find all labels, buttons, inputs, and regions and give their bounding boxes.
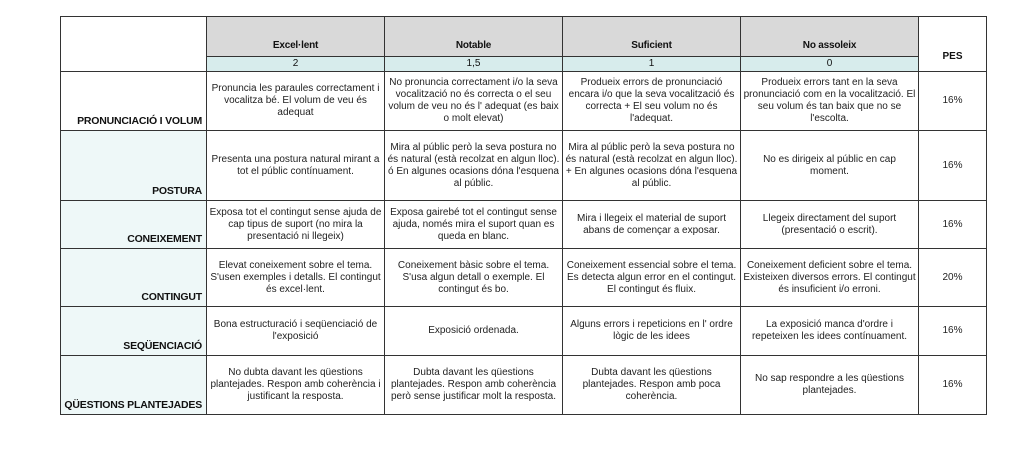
- descriptor-notable: Exposició ordenada.: [385, 307, 563, 356]
- weight: 16%: [919, 307, 987, 356]
- descriptor-suficient: Dubta davant les qüestions plantejades. Respon amb poca coherència.: [563, 356, 741, 415]
- col-header-noassoleix: No assoleix: [741, 17, 919, 57]
- criterion-label: CONTINGUT: [61, 249, 207, 307]
- score-noassoleix: 0: [741, 57, 919, 72]
- table-row: [61, 201, 987, 249]
- descriptor-excel: Presenta una postura natural mirant a tot el públic contínuament.: [207, 131, 385, 201]
- descriptor-notable: No pronuncia correctament i/o la seva vocalització no és correcta o el seu volum de veu no és l' adequat (es baix o molt elevat): [385, 72, 563, 131]
- criterion-label: POSTURA: [61, 131, 207, 201]
- col-header-excel: Excel·lent: [207, 17, 385, 57]
- col-header-pes: PES: [919, 17, 987, 72]
- descriptor-noassoleix: No es dirigeix al públic en cap moment.: [741, 131, 919, 201]
- table-row: [61, 72, 987, 131]
- descriptor-excel: Exposa tot el contingut sense ajuda de cap tipus de suport (no mira la presentació ni llegeix): [207, 201, 385, 249]
- table-row: [61, 307, 987, 356]
- descriptor-notable: Coneixement bàsic sobre el tema. S'usa algun detall o exemple. El contingut és bo.: [385, 249, 563, 307]
- criterion-label: PRONUNCIACIÓ I VOLUM: [61, 72, 207, 131]
- table-row: [61, 249, 987, 307]
- descriptor-notable: Mira al públic però la seva postura no és natural (està recolzat en algun lloc). ó En algunes ocasions dóna l'esquena al públic.: [385, 131, 563, 201]
- weight: 16%: [919, 201, 987, 249]
- descriptor-suficient: Produeix errors de pronunciació encara i/o que la seva vocalització és correcta + El seu volum no és l'adequat.: [563, 72, 741, 131]
- descriptor-suficient: Mira al públic però la seva postura no és natural (està recolzat en algun lloc). + En algunes ocasions dóna l'esquena al públic.: [563, 131, 741, 201]
- weight: 16%: [919, 356, 987, 415]
- col-header-notable: Notable: [385, 17, 563, 57]
- descriptor-excel: Bona estructuració i seqüenciació de l'exposició: [207, 307, 385, 356]
- score-notable: 1,5: [385, 57, 563, 72]
- descriptor-noassoleix: Produeix errors tant en la seva pronunciació com en la vocalització. El seu volum és tan baix que no se l'escolta.: [741, 72, 919, 131]
- rubric-table: [60, 16, 987, 415]
- descriptor-excel: No dubta davant les qüestions plantejades. Respon amb coherència i justificant la resposta.: [207, 356, 385, 415]
- descriptor-suficient: Coneixement essencial sobre el tema. Es detecta algun error en el contingut. El contingut és fluix.: [563, 249, 741, 307]
- score-excel: 2: [207, 57, 385, 72]
- table-row: [61, 131, 987, 201]
- table-row: [61, 356, 987, 415]
- col-header-suficient: Suficient: [563, 17, 741, 57]
- descriptor-excel: Elevat coneixement sobre el tema. S'usen exemples i detalls. El contingut és excel·lent.: [207, 249, 385, 307]
- descriptor-notable: Exposa gairebé tot el contingut sense ajuda, només mira el suport quan es queda en blanc.: [385, 201, 563, 249]
- descriptor-noassoleix: La exposició manca d'ordre i repeteixen les idees contínuament.: [741, 307, 919, 356]
- score-suficient: 1: [563, 57, 741, 72]
- descriptor-suficient: Alguns errors i repeticions en l' ordre lògic de les idees: [563, 307, 741, 356]
- criterion-label: CONEIXEMENT: [61, 201, 207, 249]
- weight: 16%: [919, 72, 987, 131]
- criterion-label: SEQÜENCIACIÓ: [61, 307, 207, 356]
- weight: 16%: [919, 131, 987, 201]
- descriptor-excel: Pronuncia les paraules correctament i vocalitza bé. El volum de veu és adequat: [207, 72, 385, 131]
- criterion-label: QÜESTIONS PLANTEJADES: [61, 356, 207, 415]
- descriptor-noassoleix: Llegeix directament del suport (presentació o escrit).: [741, 201, 919, 249]
- corner-cell: [61, 17, 207, 72]
- descriptor-notable: Dubta davant les qüestions plantejades. Respon amb coherència però sense justificar molt la resposta.: [385, 356, 563, 415]
- weight: 20%: [919, 249, 987, 307]
- descriptor-noassoleix: No sap respondre a les qüestions plantejades.: [741, 356, 919, 415]
- descriptor-noassoleix: Coneixement deficient sobre el tema. Existeixen diversos errors. El contingut és insuficient i/o erroni.: [741, 249, 919, 307]
- descriptor-suficient: Mira i llegeix el material de suport abans de començar a exposar.: [563, 201, 741, 249]
- header-row: [61, 17, 987, 57]
